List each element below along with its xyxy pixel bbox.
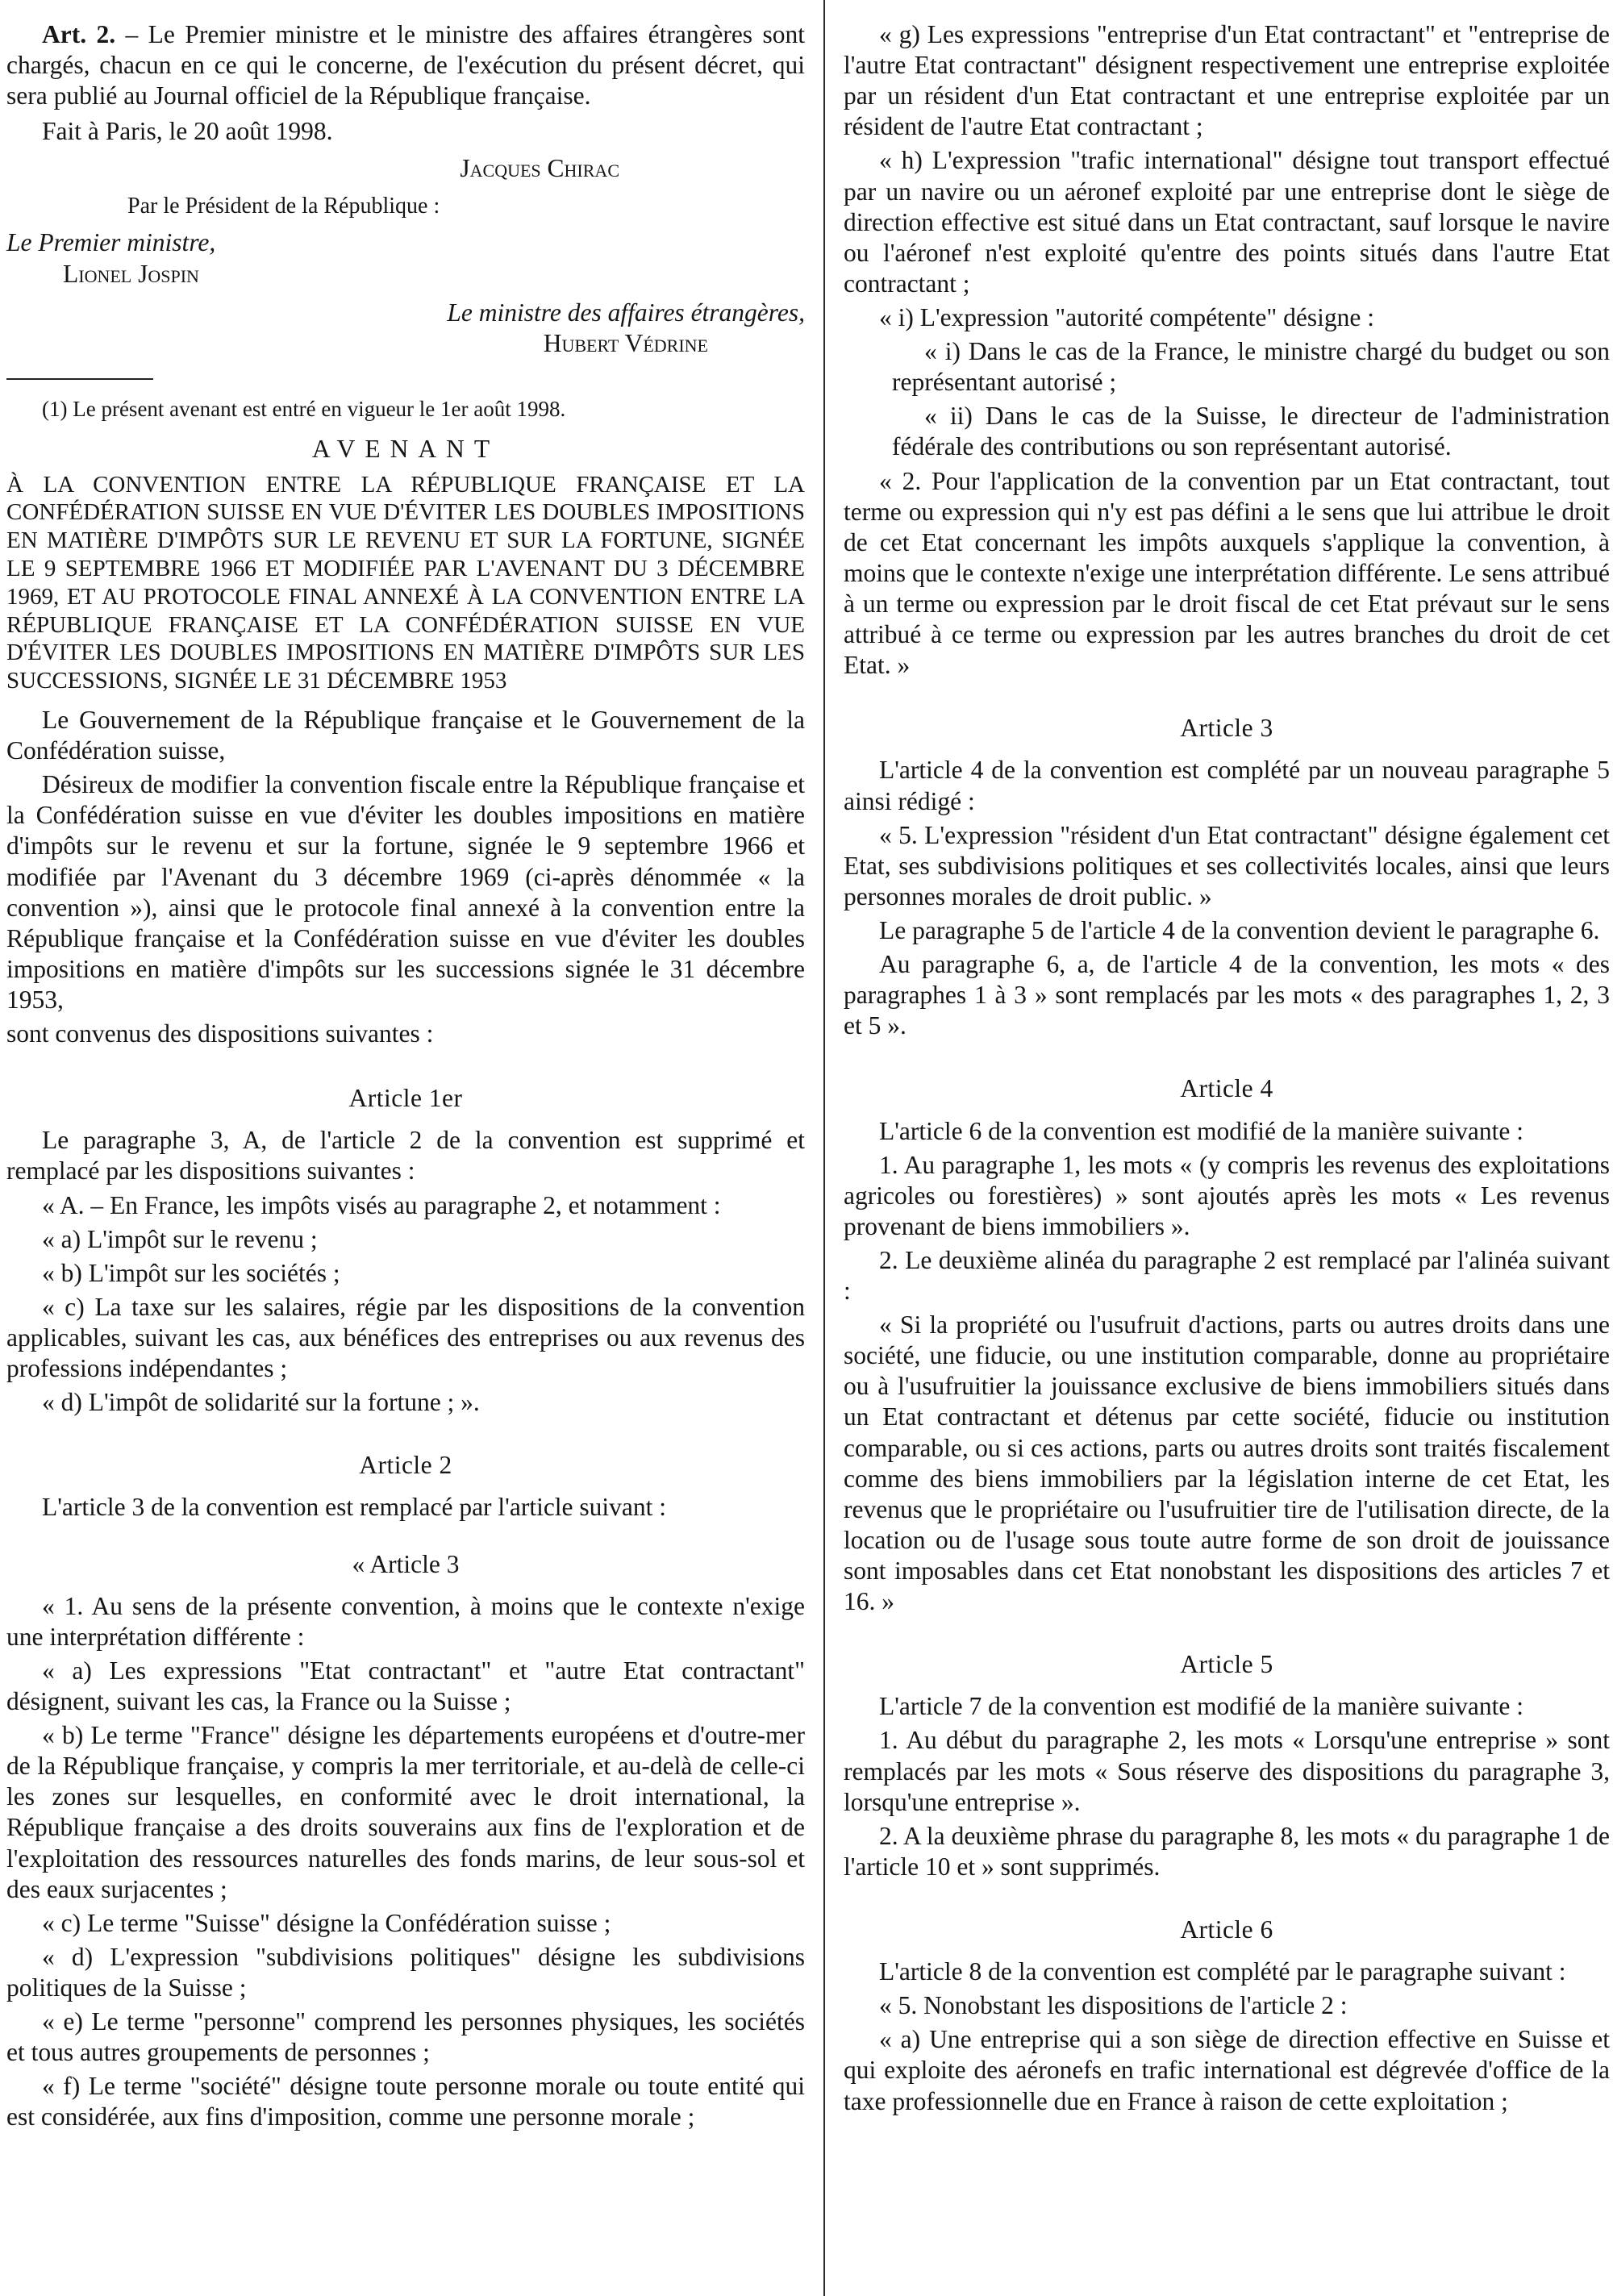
avenant-title: À LA CONVENTION ENTRE LA RÉPUBLIQUE FRANÇAISE ET LA CONFÉDÉRATION SUISSE EN VUE D'ÉVITER LES DOUBLES IMPOSITIONS EN MATIÈRE D'IMPÔTS SUR LE REVENU ET SUR LA FORTUNE, SIGNÉE LE 9 SEPTEMBRE 1966 ET MODIFIÉE PAR L'AVENANT DU 3 DÉCEMBRE 1969, ET AU PROTOCOLE FINAL ANNEXÉ À LA CONVENTION ENTRE LA RÉPUBLIQUE FRANÇAISE ET LA CONFÉDÉRATION SUISSE EN VUE D'ÉVITER LES DOUBLES IMPOSITIONS EN MATIÈRE D'IMPÔTS SUR LES SUCCESSIONS, SIGNÉE LE 31 DÉCEMBRE 1953 <box>6 471 805 694</box>
art3-item-e: « e) Le terme "personne" comprend les personnes physiques, les sociétés et tous autres groupements de personnes ; <box>6 2007 805 2067</box>
article-5-title: Article 5 <box>1180 1650 1273 1679</box>
art3-item-i: « i) L'expression "autorité compétente" désigne : <box>879 302 1374 331</box>
art6-item-a: « a) Une entreprise qui a son siège de direction effective en Suisse et qui exploite des aéronefs en trafic international est dégrevée d'office de la taxe professionnelle due en France à raison de cette exploitation ; <box>844 2025 1610 2115</box>
article-2-title: Article 2 <box>359 1451 452 1480</box>
para-convenus: sont convenus des dispositions suivantes : <box>6 1019 434 1048</box>
pm-title <box>6 227 805 258</box>
mae-title-text: Le ministre des affaires étrangères, <box>447 298 805 327</box>
article-3-title: Article 3 <box>1180 714 1273 743</box>
art2-decree-paragraph <box>6 19 805 111</box>
quoted-article-3-title: « Article 3 <box>352 1549 460 1578</box>
footnote: (1) Le présent avenant est entré en vigueur le 1er août 1998. <box>42 396 566 421</box>
art3-item-g: « g) Les expressions "entreprise d'un Etat contractant" et "entreprise de l'autre Etat contractant" désignent respectivement une entreprise exploitée par un résident d'un Etat contractant et une entreprise exploitée par un résident de l'autre Etat contractant ; <box>844 20 1610 141</box>
signature-president: Jacques Chirac <box>460 154 619 183</box>
place-date: Fait à Paris, le 20 août 1998. <box>42 117 333 146</box>
art5-para-3: 2. A la deuxième phrase du paragraphe 8, les mots « du paragraphe 1 de l'article 10 et » sont supprimés. <box>844 1821 1610 1881</box>
art2-para: L'article 3 de la convention est remplacé par l'article suivant : <box>42 1493 667 1522</box>
art4-para-3: 2. Le deuxième alinéa du paragraphe 2 est remplacé par l'alinéa suivant : <box>844 1245 1610 1306</box>
left-column <box>6 19 805 2136</box>
art3-para-1: « 1. Au sens de la présente convention, à moins que le contexte n'exige une interprétation différente : <box>6 1591 805 1651</box>
mae-name: Hubert Védrine <box>543 328 708 357</box>
art3-para-2: « 2. Pour l'application de la convention par un Etat contractant, tout terme ou expression qui n'y est pas défini a le sens que lui attribue le droit de cet Etat concernant les impôts auxquels s'applique la convention, à moins que le contexte n'exige une interprétation différente. Le sens attribué à un terme ou expression par le droit fiscal de cet Etat prévaut sur le sens attribué à ce terme ou expression par les autres branches du droit de cet Etat. » <box>844 466 1610 680</box>
art1-item-a: « a) L'impôt sur le revenu ; <box>42 1224 318 1253</box>
art3-amend-para-1: L'article 4 de la convention est complété par un nouveau paragraphe 5 ainsi rédigé : <box>844 756 1610 815</box>
par-le-president: Par le Président de la République : <box>127 193 440 219</box>
art1-item-d: « d) L'impôt de solidarité sur la fortune ; ». <box>42 1388 480 1417</box>
art3-item-h: « h) L'expression "trafic international" désigne tout transport effectué par un navire ou un aéronef exploité par une entreprise dont le siège de direction effective est situé dans un Etat contractant, sauf lorsque le navire ou l'aéronef n'est exploité qu'entre des points situés dans l'autre Etat contractant ; <box>844 146 1610 298</box>
para-desireux: Désireux de modifier la convention fiscale entre la République française et la Confédération suisse en vue d'éviter les doubles impositions en matière d'impôts sur le revenu et sur la fortune, signée le 9 septembre 1966 et modifiée par l'Avenant du 3 décembre 1969 (ci-après dénommée « la convention »), ainsi que le protocole final annexé à la convention entre la République française et la Confédération suisse en vue d'éviter les doubles impositions en matière d'impôts sur les successions signée le 31 décembre 1953, <box>6 770 805 1014</box>
art5-para-2: 1. Au début du paragraphe 2, les mots « Lorsqu'une entreprise » sont remplacés par les mots « Sous réserve des dispositions du paragraphe 3, lorsqu'une entreprise ». <box>844 1726 1610 1816</box>
right-column <box>844 19 1610 2120</box>
art1-para-a-intro: « A. – En France, les impôts visés au paragraphe 2, et notamment : <box>42 1190 721 1219</box>
art3-item-c: « c) Le terme "Suisse" désigne la Confédération suisse ; <box>42 1908 611 1937</box>
art2-text: – Le Premier ministre et le ministre des affaires étrangères sont chargés, chacun en ce qui le concerne, de l'exécution du présent décret, qui sera publié au Journal officiel de la République française. <box>6 20 805 110</box>
art3-item-b: « b) Le terme "France" désigne les départements européens et d'outre-mer de la République française, y compris la mer territoriale, et au-delà de celle-ci les zones sur lesquelles, en conformité avec le droit international, la République française a des droits souverains aux fins de l'exploration et de l'exploitation des ressources naturelles des fonds marins, de leur sous-sol et des eaux surjacentes ; <box>6 1721 805 1903</box>
art3-amend-para-4: Au paragraphe 6, a, de l'article 4 de la convention, les mots « des paragraphes 1 à 3 » sont remplacés par les mots « des paragraphes 1, 2, 3 et 5 ». <box>844 950 1610 1040</box>
art1-item-b: « b) L'impôt sur les sociétés ; <box>42 1258 340 1287</box>
art4-para-4: « Si la propriété ou l'usufruit d'actions, parts ou autres droits dans une société, une fiducie, ou une institution comparable, donne au propriétaire ou à l'usufruitier la jouissance exclusive de biens immobiliers situés dans un Etat contractant et détenus par cette société, fiducie ou institution comparable, ou si ces actions, parts ou autres droits sont traités fiscalement comme des biens immobiliers par la législation interne de cet Etat, les revenus que le propriétaire ou l'usufruitier tire de l'utilisation directe, de la location ou de l'usage sous toute autre forme de son droit de jouissance sont imposables dans cet Etat nonobstant les dispositions des articles 7 et 16. » <box>844 1311 1610 1616</box>
art3-item-d: « d) L'expression "subdivisions politiques" désigne les subdivisions politiques de la Suisse ; <box>6 1942 805 2002</box>
art3-amend-para-2: « 5. L'expression "résident d'un Etat contractant" désigne également cet Etat, ses subdivisions politiques et ses collectivités locales, ainsi que leurs personnes morales de droit public. » <box>844 820 1610 910</box>
art3-item-f: « f) Le terme "société" désigne toute personne morale ou toute entité qui est considérée, aux fins d'imposition, comme une personne morale ; <box>6 2072 805 2131</box>
art1-para: Le paragraphe 3, A, de l'article 2 de la convention est supprimé et remplacé par les dispositions suivantes : <box>6 1126 805 1186</box>
art6-para-2: « 5. Nonobstant les dispositions de l'article 2 : <box>879 1991 1348 2020</box>
art1-item-c: « c) La taxe sur les salaires, régie par les dispositions de la convention applicables, suivant les cas, aux bénéfices des entreprises ou aux revenus des professions indépendantes ; <box>6 1292 805 1383</box>
para-gouvernement: Le Gouvernement de la République française et le Gouvernement de la Confédération suisse, <box>6 706 805 765</box>
mae-title <box>6 298 805 328</box>
avenant-heading: AVENANT <box>311 434 500 463</box>
art2-label: Art. 2. <box>42 20 116 48</box>
art5-para-1: L'article 7 de la convention est modifié de la manière suivante : <box>879 1692 1524 1721</box>
art4-para-1: L'article 6 de la convention est modifié de la manière suivante : <box>879 1116 1524 1145</box>
art4-para-2: 1. Au paragraphe 1, les mots « (y compris les revenus des exploitations agricoles ou forestières) » sont ajoutés après les mots « Les revenus provenant de biens immobiliers ». <box>844 1150 1610 1240</box>
art3-item-i-ii: « ii) Dans le cas de la Suisse, le directeur de l'administration fédérale des contributions ou son représentant autorisé. <box>892 402 1610 461</box>
art6-para-1: L'article 8 de la convention est complété par le paragraphe suivant : <box>879 1957 1566 1986</box>
pm-title-text: Le Premier ministre, <box>6 228 216 257</box>
art3-item-a: « a) Les expressions "Etat contractant" et "autre Etat contractant" désignent, suivant les cas, la France ou la Suisse ; <box>6 1656 805 1715</box>
pm-name: Lionel Jospin <box>63 259 199 288</box>
art3-amend-para-3: Le paragraphe 5 de l'article 4 de la convention devient le paragraphe 6. <box>879 915 1600 944</box>
article-4-title: Article 4 <box>1180 1074 1273 1103</box>
art3-item-i-i: « i) Dans le cas de la France, le ministre chargé du budget ou son représentant autorisé ; <box>892 337 1610 397</box>
footnote-rule <box>6 378 153 380</box>
article-1-title: Article 1er <box>348 1084 463 1113</box>
column-divider <box>823 0 825 2296</box>
article-6-title: Article 6 <box>1180 1915 1273 1944</box>
